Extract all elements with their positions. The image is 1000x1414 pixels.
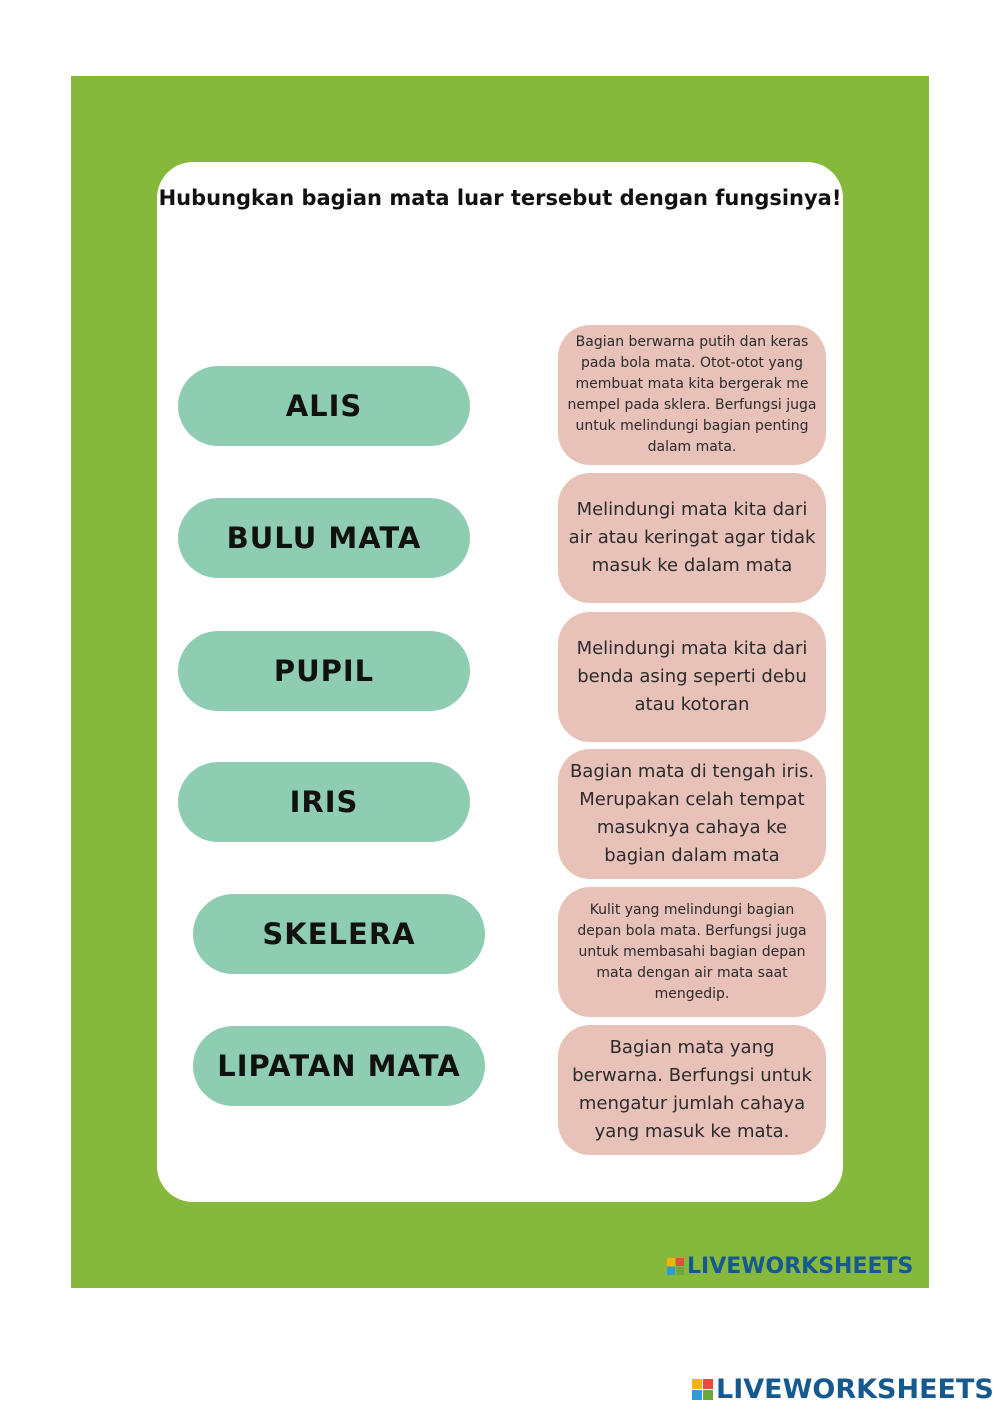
worksheet-title: Hubungkan bagian mata luar tersebut dengan fungsinya! [158,186,842,210]
logo-grid-icon [692,1379,713,1400]
definition-card[interactable]: Melindungi mata kita dari benda asing seperti debu atau kotoran [558,612,826,742]
liveworksheets-footer-logo [692,1374,994,1405]
liveworksheets-logo [667,1254,913,1279]
definition-card[interactable]: Melindungi mata kita dari air atau keringat agar tidak masuk ke dalam mata [558,473,826,603]
definition-card[interactable]: Bagian mata yang berwarna. Berfungsi untuk mengatur jumlah cahaya yang masuk ke mata. [558,1025,826,1155]
worksheet-card [157,162,843,1202]
definition-card[interactable]: Bagian mata di tengah iris. Merupakan celah tempat masuknya cahaya ke bagian dalam mata [558,749,826,879]
term-skelera[interactable]: SKELERA [193,894,485,974]
brand-name: LIVEWORKSHEETS [716,1374,994,1405]
term-lipatan-mata[interactable]: LIPATAN MATA [193,1026,485,1106]
term-pupil[interactable]: PUPIL [178,631,470,711]
term-alis[interactable]: ALIS [178,366,470,446]
definition-card[interactable]: Kulit yang melindungi bagian depan bola mata. Berfungsi juga untuk membasahi bagian depan mata dengan air mata saat mengedip. [558,887,826,1017]
term-iris[interactable]: IRIS [178,762,470,842]
brand-name: LIVEWORKSHEETS [687,1254,914,1279]
term-bulu-mata[interactable]: BULU MATA [178,498,470,578]
definition-card[interactable]: Bagian berwarna putih dan keras pada bola mata. Otot-otot yang membuat mata kita bergerak me nempel pada sklera. Berfungsi juga untuk melindungi bagian penting dalam mata. [558,325,826,465]
worksheet-background [71,76,929,1288]
logo-grid-icon [667,1258,684,1275]
